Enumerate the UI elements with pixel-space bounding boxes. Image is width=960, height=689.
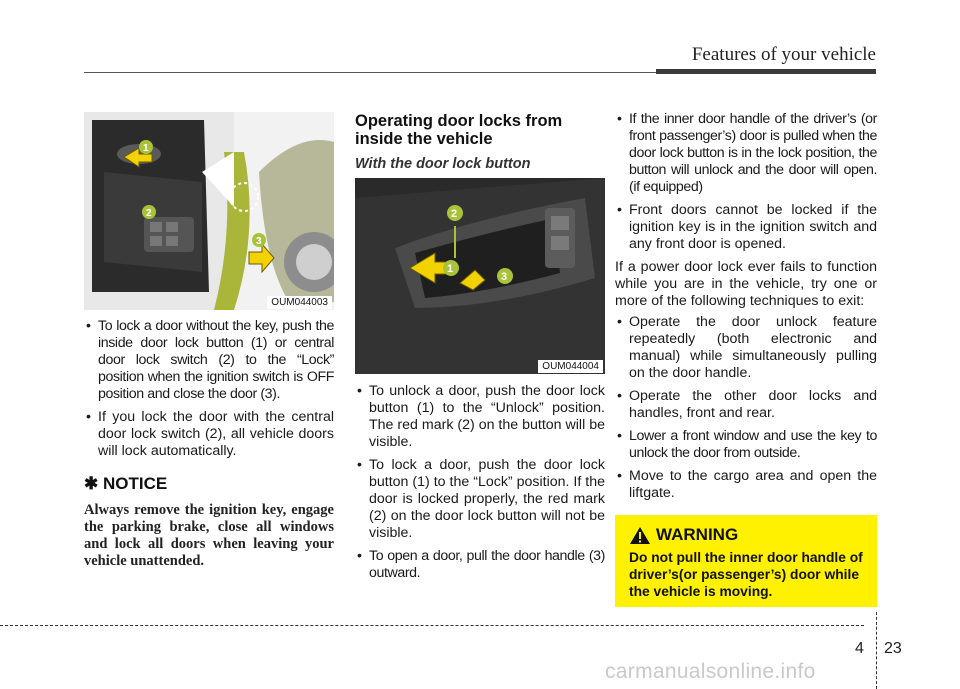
chapter-number: 4 bbox=[855, 640, 864, 657]
list-item: • Lower a front window and use the key to unlock the door from outside. bbox=[615, 428, 877, 462]
callout-2-label: 2 bbox=[146, 208, 152, 219]
warning-triangle-icon bbox=[629, 526, 651, 545]
list-item: • If you lock the door with the central door lock switch (2), all vehicle doors will lock automatically. bbox=[84, 409, 334, 460]
footer-divider bbox=[0, 625, 864, 626]
warning-box bbox=[615, 515, 877, 607]
door-handle-illustration bbox=[355, 178, 605, 374]
footer-page-divider bbox=[876, 612, 877, 689]
callout-3-label: 3 bbox=[501, 271, 508, 283]
door-lock-photo-2 bbox=[355, 178, 605, 374]
middle-column bbox=[355, 112, 605, 588]
page-number: 23 bbox=[884, 640, 902, 657]
site-watermark: carmanualsonline.info bbox=[605, 660, 816, 683]
list-item: • To lock a door without the key, push the inside door lock button (1) or central door lock switch (2) to the “Lock” position when the ignition switch is OFF position and close the door (3). bbox=[84, 318, 334, 403]
header-accent-bar bbox=[656, 69, 876, 74]
right-bullet-list-top bbox=[615, 111, 877, 253]
image-code: OUM044004 bbox=[538, 360, 603, 373]
list-item: • To unlock a door, push the door lock button (1) to the “Unlock” position. The red mark (2) on the button will be visible. bbox=[355, 383, 605, 451]
list-item: • If the inner door handle of the driver’s (or front passenger’s) door is pulled when the door lock button is in the lock position, the button will unlock and the door will open. (if equipped) bbox=[615, 111, 877, 196]
list-item: • Operate the door unlock feature repeatedly (both electronic and manual) while simultaneously pulling on the door handle. bbox=[615, 314, 877, 382]
image-code: OUM044003 bbox=[267, 296, 332, 309]
middle-bullet-list bbox=[355, 383, 605, 582]
list-item: • Move to the cargo area and open the liftgate. bbox=[615, 468, 877, 502]
section-title: Operating door locks from inside the vehicle bbox=[355, 112, 563, 148]
callout-1-label: 1 bbox=[447, 263, 454, 275]
callout-3-label: 3 bbox=[256, 236, 262, 247]
door-lock-photo-1 bbox=[84, 112, 334, 310]
warning-title: WARNING bbox=[656, 525, 739, 544]
callout-1-label: 1 bbox=[143, 143, 149, 154]
list-item: • Front doors cannot be locked if the ignition key is in the ignition switch and any front door is opened. bbox=[615, 202, 877, 253]
left-bullet-list bbox=[84, 318, 334, 460]
list-item: • Operate the other door locks and handles, front and rear. bbox=[615, 388, 877, 422]
notice-heading: ✱ NOTICE bbox=[84, 474, 168, 493]
warning-text: Do not pull the inner door handle of driver’s(or passenger’s) door while the vehicle is moving. bbox=[629, 550, 863, 599]
door-interior-illustration bbox=[84, 112, 334, 310]
list-item: • To open a door, pull the door handle (3) outward. bbox=[355, 548, 605, 582]
section-subtitle: With the door lock button bbox=[355, 156, 531, 172]
notice-text: Always remove the ignition key, engage the parking brake, close all windows and lock all doors when leaving your vehicle unattended. bbox=[84, 502, 334, 569]
left-column bbox=[84, 112, 334, 570]
exit-instructions-paragraph: If a power door lock ever fails to function while you are in the vehicle, try one or more of the following techniques to exit: bbox=[615, 259, 877, 309]
right-bullet-list-bottom bbox=[615, 314, 877, 502]
callout-2-label: 2 bbox=[451, 208, 458, 220]
right-column bbox=[615, 111, 877, 508]
list-item: • To lock a door, push the door lock button (1) to the “Lock” position. If the door is locked properly, the red mark (2) on the door lock button will not be visible. bbox=[355, 457, 605, 542]
section-header-title: Features of your vehicle bbox=[691, 44, 876, 65]
